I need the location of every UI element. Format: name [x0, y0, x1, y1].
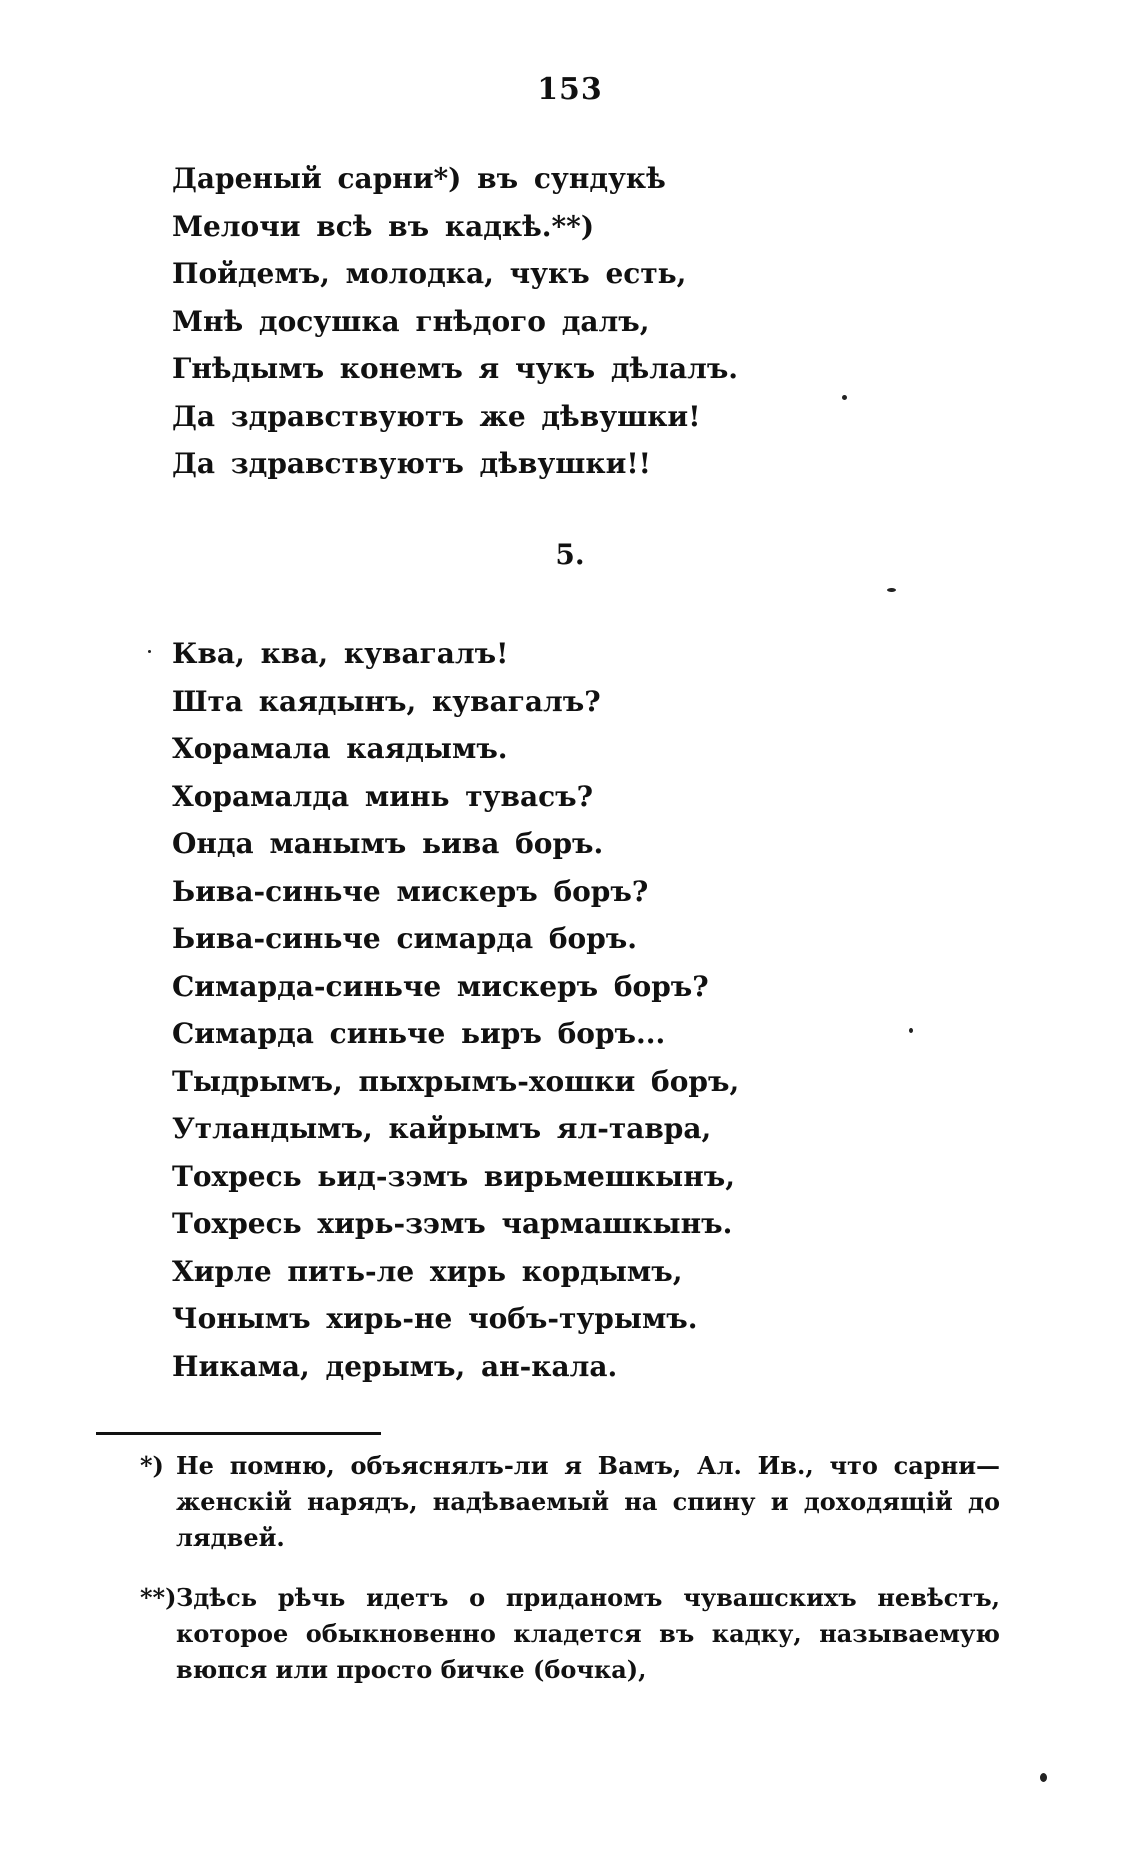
verse-line: Ьива-синьче мискеръ боръ?	[172, 874, 649, 908]
verse-stanza-1	[172, 155, 738, 488]
verse-line: Симарда синьче ьиръ боръ...	[172, 1017, 666, 1050]
footnote-text: Не помню, объяснялъ-ли я Вамъ, Ал. Ив., что сарни—женскій нарядъ, надѣваемый на спину и доходящій до лядвей.	[176, 1451, 1000, 1552]
verse-stanza-2	[172, 630, 739, 1390]
verse-line: Хирле пить-ле хирь кордымъ,	[172, 1254, 683, 1288]
ink-speck	[887, 588, 896, 592]
verse-line: Мелочи всѣ въ кадкѣ.**)	[172, 209, 595, 243]
verse-line: Тохресь хирь-зэмъ чармашкынъ.	[172, 1207, 733, 1240]
ink-speck	[909, 1028, 913, 1033]
verse-line: Никама, дерымъ, ан-кала.	[172, 1349, 618, 1383]
verse-line: Онда манымъ ьива боръ.	[172, 827, 604, 860]
page-number: 153	[537, 72, 603, 107]
verse-line: Да здравствуютъ же дѣвушки!	[172, 399, 701, 433]
ink-speck	[842, 395, 847, 400]
verse-line: Ква, ква, кувагалъ!	[172, 637, 509, 670]
footnotes	[140, 1424, 1000, 1700]
verse-line: Симарда-синьче мискеръ боръ?	[172, 969, 709, 1003]
footnote-text: Здѣсь рѣчь идетъ о приданомъ чувашскихъ невѣстъ, которое обыкновенно кладется въ кадку, называемую вюпся или просто бичке (бочка),	[176, 1583, 1000, 1684]
footnote-marker: **)	[140, 1583, 177, 1612]
verse-line: Гнѣдымъ конемъ я чукъ дѣлалъ.	[172, 352, 739, 385]
verse-line: Хорамала каядымъ.	[172, 732, 508, 765]
verse-line: Тыдрымъ, пыхрымъ-хошки боръ,	[172, 1064, 740, 1098]
verse-line: Чонымъ хирь-не чобъ-турымъ.	[172, 1302, 698, 1335]
verse-line: Тохресь ьид-зэмъ вирьмешкынъ,	[172, 1159, 735, 1193]
footnote-marker: *)	[140, 1451, 164, 1480]
footnote-1	[140, 1448, 1000, 1556]
verse-line: Шта каядынъ, кувагалъ?	[172, 684, 601, 718]
ink-speck	[1040, 1773, 1047, 1782]
verse-line: Мнѣ досушка гнѣдого далъ,	[172, 304, 650, 338]
verse-line: Хорамалда минь тувасъ?	[172, 779, 594, 813]
ink-speck	[148, 650, 151, 653]
section-number: 5.	[555, 538, 585, 571]
verse-line: Пойдемъ, молодка, чукъ есть,	[172, 257, 687, 290]
verse-line: Ьива-синьче симарда боръ.	[172, 922, 638, 955]
verse-line: Утландымъ, кайрымъ ял-тавра,	[172, 1112, 712, 1145]
verse-line: Дареный сарни*) въ сундукѣ	[172, 162, 666, 195]
footnote-2	[140, 1580, 1000, 1688]
verse-line: Да здравствуютъ дѣвушки!!	[172, 447, 651, 480]
